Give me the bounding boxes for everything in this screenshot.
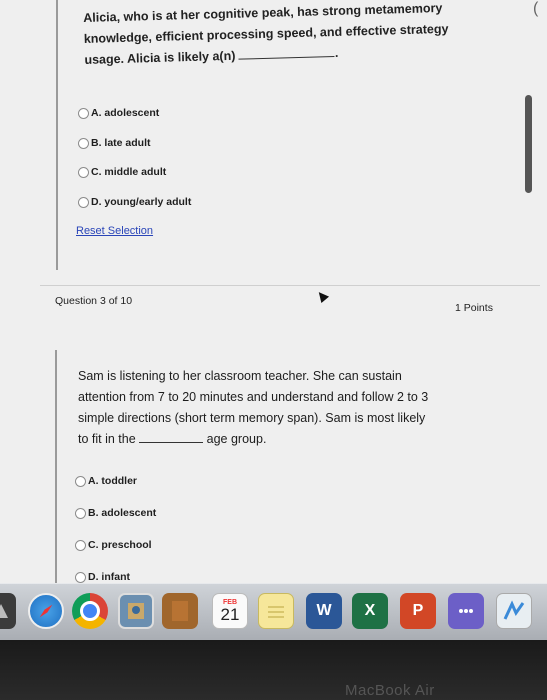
radio-button[interactable] [75, 508, 86, 519]
choice-b-adolescent[interactable] [75, 507, 156, 519]
choice-c-middle-adult[interactable] [78, 166, 166, 178]
safari-icon[interactable] [28, 593, 64, 629]
notebook-app-icon[interactable] [162, 593, 198, 629]
app-icon[interactable] [448, 593, 484, 629]
launchpad-icon[interactable] [0, 593, 16, 629]
question-points: 1 Points [455, 302, 493, 314]
section-divider [40, 285, 540, 286]
photos-app-icon[interactable] [118, 593, 154, 629]
calendar-day: 21 [220, 605, 240, 624]
calendar-month: FEB [223, 599, 237, 606]
choice-label: A. toddler [88, 475, 137, 487]
notes-app-icon[interactable] [258, 593, 294, 629]
mouse-pointer-icon [315, 289, 329, 303]
chrome-center-icon [80, 601, 100, 621]
radio-button[interactable] [75, 540, 86, 551]
powerpoint-app-icon[interactable] [400, 593, 436, 629]
scrollbar-thumb[interactable] [525, 95, 532, 193]
choice-label: B. late adult [91, 137, 151, 149]
calendar-app-icon[interactable] [212, 593, 248, 629]
question-2-prompt: Alicia, who is at her cognitive peak, has strong metamemory knowledge, efficient processing speed, and effective strategy usage. Alicia is likely a(n) . [83, 0, 449, 67]
word-app-icon[interactable] [306, 593, 342, 629]
word-letter: W [316, 602, 332, 619]
choice-label: D. infant [88, 571, 130, 583]
laptop-brand-label: MacBook Air [345, 682, 435, 699]
choice-b-late-adult[interactable] [78, 137, 151, 149]
choice-label: B. adolescent [88, 507, 157, 519]
question-3-rule [55, 350, 57, 590]
macos-dock [0, 583, 547, 641]
choice-a-toddler[interactable] [75, 475, 137, 487]
book-icon [170, 599, 190, 623]
choice-c-preschool[interactable] [75, 539, 152, 551]
radio-button[interactable] [75, 572, 86, 583]
excel-letter: X [364, 602, 376, 619]
compass-icon [34, 599, 58, 623]
powerpoint-letter: P [412, 602, 424, 619]
radio-button[interactable] [78, 108, 89, 119]
dots-icon [456, 601, 476, 621]
reset-selection-link[interactable]: Reset Selection [76, 225, 154, 237]
radio-button[interactable] [78, 197, 89, 208]
question-2-rule [56, 0, 58, 270]
notes-lines-icon [264, 599, 288, 623]
rocket-icon [0, 601, 11, 621]
question-number: Question 3 of 10 [55, 295, 133, 307]
choice-d-young-early-adult[interactable] [78, 196, 191, 208]
excel-app-icon[interactable] [352, 593, 388, 629]
choice-label: A. adolescent [91, 107, 160, 119]
chrome-icon[interactable] [72, 593, 108, 629]
question-3-prompt: Sam is listening to her classroom teacher. She can sustain attention from 7 to 20 minutes and understand and follow 2 to 3 simple directions (short term memory span). Sam is most likely to fit in the age group. [78, 369, 429, 446]
maps-app-icon[interactable] [496, 593, 532, 629]
laptop-bezel [0, 640, 547, 700]
choice-label: C. middle adult [91, 166, 167, 178]
choice-d-infant[interactable] [75, 571, 130, 583]
choice-a-adolescent[interactable] [78, 107, 159, 119]
choice-label: D. young/early adult [91, 196, 192, 208]
stamp-icon [125, 600, 147, 622]
radio-button[interactable] [75, 476, 86, 487]
map-icon [502, 599, 526, 623]
radio-button[interactable] [78, 138, 89, 149]
back-arrow-icon[interactable]: ( [533, 0, 539, 17]
radio-button[interactable] [78, 167, 89, 178]
choice-label: C. preschool [88, 539, 152, 551]
